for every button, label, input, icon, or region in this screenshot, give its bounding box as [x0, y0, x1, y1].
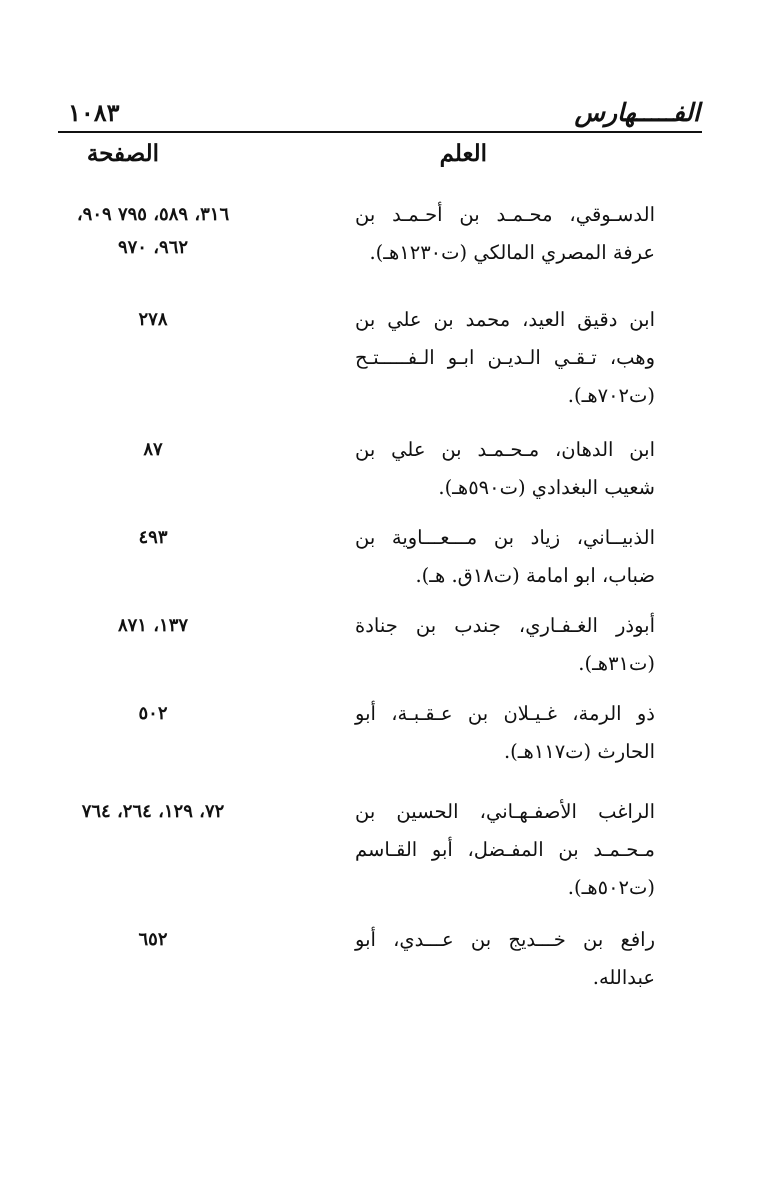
entry-name: ابن دقيق العيد، محمد بن علي بن وهب، تـقـي الـديـن ابـو الـفـــــتـح (ت٧٠٢هـ).: [355, 308, 655, 407]
entry-name: الذبيــاني، زياد بن مـــعـــاوية بن ضباب، ابو امامة (ت١٨ق. هـ).: [355, 526, 655, 587]
entry-name: ابن الدهان، مـحـمـد بن علي بن شعيب البغدادي (ت٥٩٠هـ).: [355, 438, 655, 499]
entry-name: ذو الرمة، غـيـلان بن عـقـبـة، أبو الحارث (ت١١٧هـ).: [355, 702, 655, 763]
index-entry: [0, 695, 765, 793]
page-column-heading: الصفحة: [86, 140, 159, 167]
entry-pages: ٤٩٣: [138, 527, 168, 548]
entry-name: رافع بن خـــديج بن عـــدي، أبو عبدالله.: [355, 928, 655, 989]
entry-pages: ٢٧٨: [138, 309, 168, 330]
entry-pages: ٣١٦، ٥٨٩، ٧٩٥ ٩٠٩، ٩٦٢، ٩٧٠: [76, 204, 230, 258]
page-number: ١٠٨٣: [68, 98, 120, 127]
index-entry: [0, 431, 765, 519]
name-column-heading: العلم: [439, 140, 487, 167]
page-header: [60, 98, 700, 132]
header-rule: [58, 131, 702, 133]
index-entry: [0, 301, 765, 431]
index-entry: [0, 607, 765, 695]
entry-name: الدسـوقي، محـمـد بن أحـمـد بن عرفة المصري المالكي (ت١٢٣٠هـ).: [355, 203, 655, 264]
index-entries: [0, 196, 765, 1011]
index-entry: [0, 196, 765, 301]
entry-pages: ٨٧: [143, 439, 163, 460]
entry-pages: ٧٢، ١٢٩، ٢٦٤، ٧٦٤: [81, 801, 225, 822]
index-entry: [0, 519, 765, 607]
entry-pages: ٥٠٢: [138, 703, 168, 724]
entry-pages: ٦٥٢: [138, 929, 168, 950]
index-entry: [0, 921, 765, 1011]
entry-name: أبوذر الغـفـاري، جندب بن جنادة (ت٣١هـ).: [355, 614, 655, 675]
entry-name: الراغب الأصفـهـاني، الحسين بن مـحـمـد بن المفـضل، أبو القـاسم (ت٥٠٢هـ).: [355, 800, 655, 899]
running-title: الفـــــهارس: [574, 98, 700, 127]
entry-pages: ١٣٧، ٨٧١: [117, 615, 189, 636]
index-entry: [0, 793, 765, 921]
